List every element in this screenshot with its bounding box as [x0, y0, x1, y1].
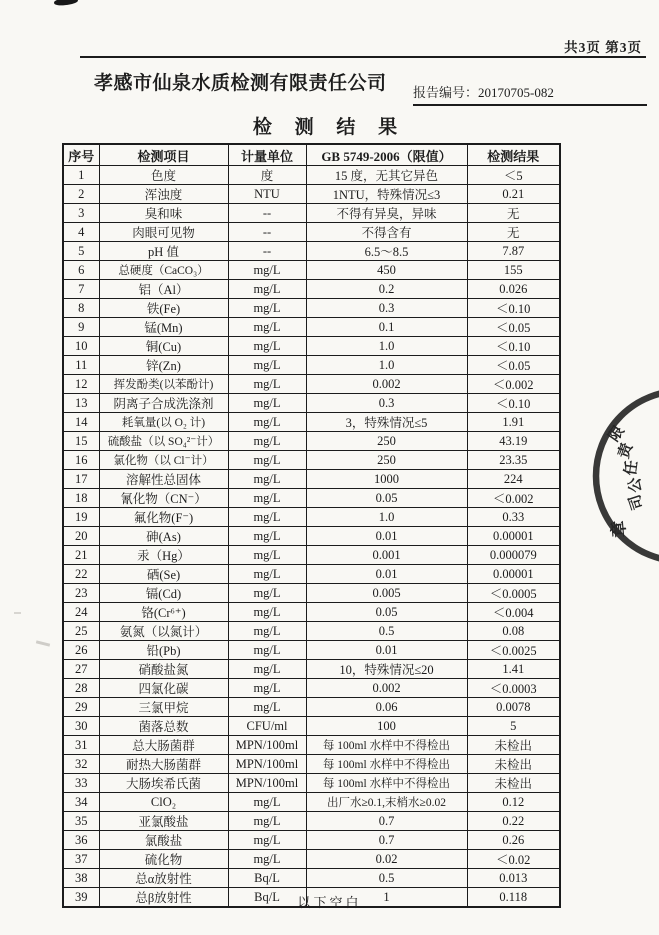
cell-seq: 2 [63, 185, 99, 204]
table-row [63, 603, 560, 622]
table-row [63, 812, 560, 831]
scan-smudge [14, 612, 21, 614]
cell-seq: 24 [63, 603, 99, 622]
cell-limit: 0.2 [306, 280, 467, 299]
cell-result: 0.22 [467, 812, 560, 831]
cell-limit: 0.06 [306, 698, 467, 717]
cell-result: 0.12 [467, 793, 560, 812]
cell-item: 亚氯酸盐 [99, 812, 228, 831]
cell-unit: mg/L [228, 831, 306, 850]
table-row [63, 470, 560, 489]
cell-item: 三氯甲烷 [99, 698, 228, 717]
cell-item: 硫化物 [99, 850, 228, 869]
table-row [63, 356, 560, 375]
cell-limit: 出厂水≥0.1,末梢水≥0.02 [306, 793, 467, 812]
cell-result: ＜0.0025 [467, 641, 560, 660]
table-row [63, 337, 560, 356]
cell-item: 氨氮（以氮计） [99, 622, 228, 641]
cell-limit: 0.7 [306, 831, 467, 850]
cell-limit: 1NTU，特殊情况≤3 [306, 185, 467, 204]
cell-result: 未检出 [467, 736, 560, 755]
cell-unit: mg/L [228, 546, 306, 565]
cell-limit: 1 [306, 888, 467, 908]
cell-seq: 11 [63, 356, 99, 375]
cell-seq: 31 [63, 736, 99, 755]
cell-unit: mg/L [228, 698, 306, 717]
cell-limit: 1.0 [306, 508, 467, 527]
cell-item: 氟化物(F⁻) [99, 508, 228, 527]
table-row [63, 318, 560, 337]
cell-limit: 450 [306, 261, 467, 280]
cell-item: 硫酸盐（以 SO₄²⁻计） [99, 432, 228, 451]
cell-seq: 10 [63, 337, 99, 356]
cell-result: ＜5 [467, 166, 560, 185]
cell-unit: mg/L [228, 375, 306, 394]
cell-unit: MPN/100ml [228, 755, 306, 774]
cell-seq: 27 [63, 660, 99, 679]
table-row [63, 755, 560, 774]
table-row [63, 204, 560, 223]
cell-seq: 15 [63, 432, 99, 451]
cell-limit: 0.05 [306, 489, 467, 508]
table-row [63, 261, 560, 280]
cell-result: ＜0.004 [467, 603, 560, 622]
cell-item: 阴离子合成洗涤剂 [99, 394, 228, 413]
cell-seq: 35 [63, 812, 99, 831]
cell-result: ＜0.0003 [467, 679, 560, 698]
cell-item: 氯酸盐 [99, 831, 228, 850]
cell-limit: 1.0 [306, 356, 467, 375]
cell-unit: mg/L [228, 603, 306, 622]
cell-item: 硝酸盐氮 [99, 660, 228, 679]
cell-unit: mg/L [228, 679, 306, 698]
cell-item: 浑浊度 [99, 185, 228, 204]
cell-unit: mg/L [228, 413, 306, 432]
cell-result: ＜0.05 [467, 318, 560, 337]
cell-item: pH 值 [99, 242, 228, 261]
seal-char: 责 [615, 441, 637, 461]
table-header-row [63, 144, 560, 166]
cell-unit: mg/L [228, 527, 306, 546]
cell-unit: Bq/L [228, 869, 306, 888]
cell-limit: 1000 [306, 470, 467, 489]
cell-seq: 33 [63, 774, 99, 793]
cell-seq: 16 [63, 451, 99, 470]
cell-seq: 36 [63, 831, 99, 850]
table-row [63, 394, 560, 413]
cell-unit: mg/L [228, 337, 306, 356]
cell-limit: 不得含有 [306, 223, 467, 242]
header-cell-item: 检测项目 [99, 144, 228, 166]
cell-unit: mg/L [228, 622, 306, 641]
cell-result: ＜0.02 [467, 850, 560, 869]
cell-item: ClO₂ [99, 793, 228, 812]
table-row [63, 717, 560, 736]
cell-limit: 0.3 [306, 299, 467, 318]
table-row [63, 736, 560, 755]
cell-limit: 0.002 [306, 375, 467, 394]
cell-unit: mg/L [228, 280, 306, 299]
cell-limit: 15 度，无其它异色 [306, 166, 467, 185]
cell-limit: 0.01 [306, 565, 467, 584]
report-number-value: 20170705-082 [478, 85, 554, 100]
cell-limit: 0.05 [306, 603, 467, 622]
cell-unit: CFU/ml [228, 717, 306, 736]
table-row [63, 375, 560, 394]
seal-char: 司 [627, 492, 647, 512]
table-row [63, 413, 560, 432]
cell-item: 挥发酚类(以苯酚计) [99, 375, 228, 394]
cell-limit: 0.005 [306, 584, 467, 603]
cell-item: 总β放射性 [99, 888, 228, 908]
table-row [63, 546, 560, 565]
cell-seq: 28 [63, 679, 99, 698]
cell-item: 汞（Hg） [99, 546, 228, 565]
cell-seq: 13 [63, 394, 99, 413]
table-body [63, 166, 560, 908]
cell-unit: -- [228, 204, 306, 223]
cell-unit: NTU [228, 185, 306, 204]
table-row [63, 527, 560, 546]
cell-item: 铁(Fe) [99, 299, 228, 318]
cell-result: 0.026 [467, 280, 560, 299]
cell-seq: 8 [63, 299, 99, 318]
header-cell-unit: 计量单位 [228, 144, 306, 166]
cell-unit: mg/L [228, 318, 306, 337]
cell-unit: mg/L [228, 470, 306, 489]
cell-seq: 7 [63, 280, 99, 299]
cell-limit: 每 100ml 水样中不得检出 [306, 774, 467, 793]
table-row [63, 622, 560, 641]
cell-seq: 6 [63, 261, 99, 280]
cell-result: 0.08 [467, 622, 560, 641]
cell-result: ＜0.10 [467, 394, 560, 413]
cell-unit: mg/L [228, 660, 306, 679]
cell-seq: 12 [63, 375, 99, 394]
cell-result: 未检出 [467, 755, 560, 774]
cell-limit: 100 [306, 717, 467, 736]
cell-result: 224 [467, 470, 560, 489]
cell-limit: 不得有异臭，异味 [306, 204, 467, 223]
cell-seq: 23 [63, 584, 99, 603]
cell-item: 氯化物（以 Cl⁻计） [99, 451, 228, 470]
table-row [63, 831, 560, 850]
seal-char: 公 [627, 476, 645, 494]
cell-limit: 10，特殊情况≤20 [306, 660, 467, 679]
cell-result: 0.26 [467, 831, 560, 850]
cell-item: 锌(Zn) [99, 356, 228, 375]
cell-unit: -- [228, 242, 306, 261]
cell-item: 硒(Se) [99, 565, 228, 584]
cell-unit: mg/L [228, 261, 306, 280]
table-row [63, 793, 560, 812]
cell-limit: 0.5 [306, 622, 467, 641]
table-row [63, 774, 560, 793]
cell-seq: 34 [63, 793, 99, 812]
cell-result: 0.118 [467, 888, 560, 908]
cell-result: 5 [467, 717, 560, 736]
cell-unit: mg/L [228, 565, 306, 584]
cell-limit: 0.3 [306, 394, 467, 413]
table-row [63, 432, 560, 451]
table-row [63, 223, 560, 242]
cell-item: 耐热大肠菌群 [99, 755, 228, 774]
cell-seq: 32 [63, 755, 99, 774]
cell-limit: 0.7 [306, 812, 467, 831]
table-row [63, 679, 560, 698]
cell-unit: mg/L [228, 394, 306, 413]
cell-seq: 22 [63, 565, 99, 584]
cell-result: ＜0.10 [467, 299, 560, 318]
cell-seq: 30 [63, 717, 99, 736]
cell-seq: 4 [63, 223, 99, 242]
scan-artifact-mark [54, 0, 79, 6]
cell-unit: -- [228, 223, 306, 242]
cell-result: ＜0.10 [467, 337, 560, 356]
cell-result: 0.00001 [467, 565, 560, 584]
cell-seq: 3 [63, 204, 99, 223]
page-title: 检 测 结 果 [252, 117, 407, 138]
cell-unit: MPN/100ml [228, 736, 306, 755]
cell-limit: 0.02 [306, 850, 467, 869]
cell-limit: 每 100ml 水样中不得检出 [306, 736, 467, 755]
seal-char: 任 [623, 459, 641, 477]
table-row [63, 641, 560, 660]
cell-unit: mg/L [228, 850, 306, 869]
cell-result: 0.0078 [467, 698, 560, 717]
cell-item: 总大肠菌群 [99, 736, 228, 755]
cell-result: ＜0.05 [467, 356, 560, 375]
cell-result: 0.00001 [467, 527, 560, 546]
company-name: 孝感市仙泉水质检测有限责任公司 [94, 73, 387, 94]
cell-seq: 25 [63, 622, 99, 641]
cell-limit: 0.1 [306, 318, 467, 337]
results-table [62, 143, 561, 908]
report-number [413, 82, 647, 106]
cell-limit: 250 [306, 451, 467, 470]
cell-seq: 14 [63, 413, 99, 432]
cell-result: 43.19 [467, 432, 560, 451]
cell-result: 0.21 [467, 185, 560, 204]
cell-result: 7.87 [467, 242, 560, 261]
cell-result: 0.000079 [467, 546, 560, 565]
cell-seq: 19 [63, 508, 99, 527]
cell-item: 铝（Al） [99, 280, 228, 299]
cell-item: 臭和味 [99, 204, 228, 223]
cell-result: ＜0.0005 [467, 584, 560, 603]
cell-item: 四氯化碳 [99, 679, 228, 698]
table-row [63, 242, 560, 261]
cell-seq: 37 [63, 850, 99, 869]
cell-result: 1.41 [467, 660, 560, 679]
company-seal-partial [589, 384, 659, 572]
cell-result: 无 [467, 204, 560, 223]
cell-result: 0.013 [467, 869, 560, 888]
cell-item: 总硬度（CaCO₃） [99, 261, 228, 280]
cell-limit: 0.01 [306, 641, 467, 660]
report-number-label: 报告编号： [413, 85, 479, 100]
cell-unit: mg/L [228, 432, 306, 451]
cell-seq: 21 [63, 546, 99, 565]
table-row [63, 508, 560, 527]
page-number-info: 共3页 第3页 [564, 40, 642, 55]
cell-item: 肉眼可见物 [99, 223, 228, 242]
cell-item: 色度 [99, 166, 228, 185]
cell-limit: 3，特殊情况≤5 [306, 413, 467, 432]
table-row [63, 280, 560, 299]
cell-limit: 0.5 [306, 869, 467, 888]
cell-item: 镉(Cd) [99, 584, 228, 603]
cell-result: 无 [467, 223, 560, 242]
table-row [63, 869, 560, 888]
cell-unit: MPN/100ml [228, 774, 306, 793]
cell-unit: mg/L [228, 812, 306, 831]
cell-limit: 6.5～8.5 [306, 242, 467, 261]
cell-item: 总α放射性 [99, 869, 228, 888]
cell-seq: 26 [63, 641, 99, 660]
cell-limit: 1.0 [306, 337, 467, 356]
cell-item: 耗氧量(以 O₂ 计) [99, 413, 228, 432]
cell-seq: 39 [63, 888, 99, 908]
cell-unit: mg/L [228, 299, 306, 318]
cell-result: 未检出 [467, 774, 560, 793]
table-row [63, 584, 560, 603]
cell-unit: mg/L [228, 356, 306, 375]
table-row [63, 850, 560, 869]
cell-item: 大肠埃希氏菌 [99, 774, 228, 793]
cell-unit: Bq/L [228, 888, 306, 908]
cell-item: 铅(Pb) [99, 641, 228, 660]
cell-unit: mg/L [228, 793, 306, 812]
cell-result: ＜0.002 [467, 489, 560, 508]
cell-seq: 20 [63, 527, 99, 546]
cell-limit: 0.001 [306, 546, 467, 565]
cell-seq: 38 [63, 869, 99, 888]
header-divider-line [80, 56, 646, 58]
cell-unit: mg/L [228, 451, 306, 470]
cell-result: 23.35 [467, 451, 560, 470]
cell-seq: 5 [63, 242, 99, 261]
cell-limit: 每 100ml 水样中不得检出 [306, 755, 467, 774]
cell-result: 155 [467, 261, 560, 280]
cell-seq: 1 [63, 166, 99, 185]
cell-seq: 17 [63, 470, 99, 489]
scan-smudge [36, 640, 50, 646]
cell-item: 锰(Mn) [99, 318, 228, 337]
cell-result: 1.91 [467, 413, 560, 432]
cell-limit: 250 [306, 432, 467, 451]
cell-unit: 度 [228, 166, 306, 185]
table-row [63, 698, 560, 717]
cell-item: 铬(Cr⁶⁺) [99, 603, 228, 622]
seal-char: 限 [606, 423, 628, 445]
cell-result: 0.33 [467, 508, 560, 527]
footer-blank-note: 以下空白 [297, 895, 362, 910]
table-row [63, 185, 560, 204]
header-cell-result: 检测结果 [467, 144, 560, 166]
table-row [63, 660, 560, 679]
cell-limit: 0.01 [306, 527, 467, 546]
cell-seq: 9 [63, 318, 99, 337]
cell-item: 铜(Cu) [99, 337, 228, 356]
cell-result: ＜0.002 [467, 375, 560, 394]
table-row [63, 489, 560, 508]
seal-char: 章 [608, 519, 630, 539]
cell-item: 溶解性总固体 [99, 470, 228, 489]
cell-item: 氰化物（CN⁻） [99, 489, 228, 508]
cell-unit: mg/L [228, 489, 306, 508]
cell-item: 菌落总数 [99, 717, 228, 736]
table-row [63, 166, 560, 185]
cell-unit: mg/L [228, 508, 306, 527]
header-cell-seq: 序号 [63, 144, 99, 166]
table-row [63, 299, 560, 318]
cell-unit: mg/L [228, 584, 306, 603]
table-row [63, 565, 560, 584]
cell-seq: 18 [63, 489, 99, 508]
cell-seq: 29 [63, 698, 99, 717]
table-row [63, 451, 560, 470]
cell-limit: 0.002 [306, 679, 467, 698]
cell-unit: mg/L [228, 641, 306, 660]
cell-item: 砷(As) [99, 527, 228, 546]
header-cell-limit: GB 5749-2006（限值） [306, 144, 467, 166]
